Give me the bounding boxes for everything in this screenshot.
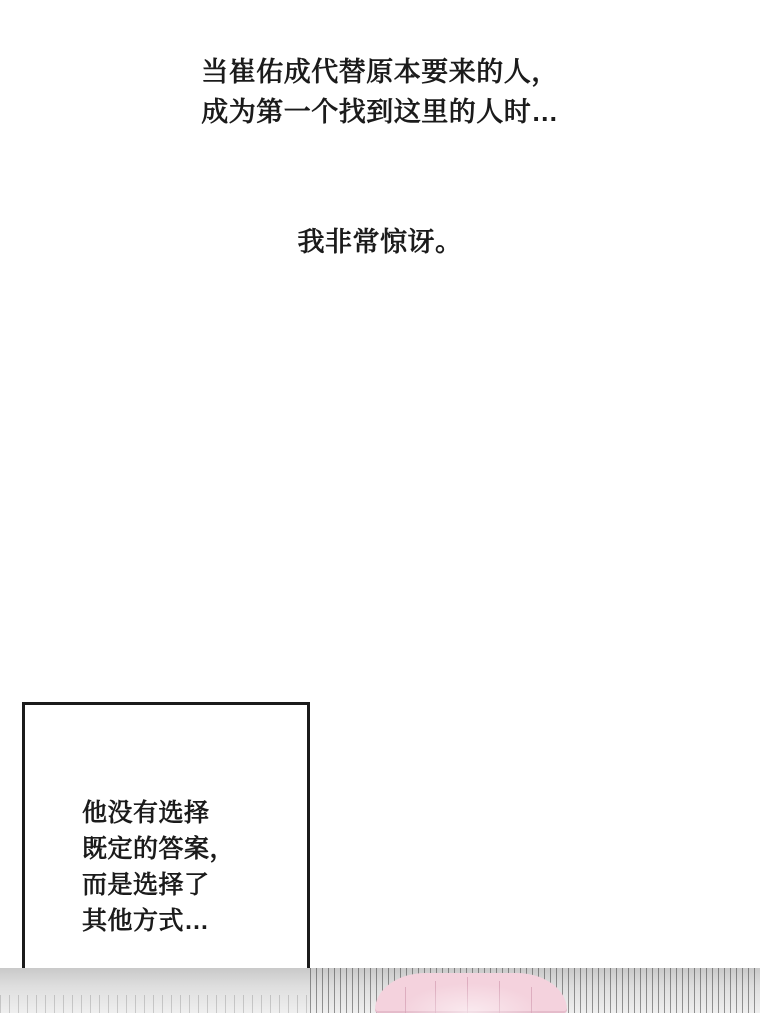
panel-narration-block bbox=[82, 795, 322, 939]
bottom-artwork bbox=[0, 968, 760, 1013]
narration-top-line-1: 当崔佑成代替原本要来的人， bbox=[201, 57, 559, 87]
dress-highlight bbox=[400, 983, 540, 1013]
narration-second-line-1: 我非常惊讶。 bbox=[297, 227, 463, 257]
narration-second-block bbox=[0, 222, 760, 262]
narration-top-block bbox=[0, 52, 760, 132]
panel-narration-line-4: 其他方式… bbox=[82, 907, 210, 935]
panel-narration-line-2: 既定的答案， bbox=[82, 835, 236, 863]
panel-narration-line-3: 而是选择了 bbox=[82, 871, 210, 899]
narration-top-line-2: 成为第一个找到这里的人时… bbox=[201, 97, 559, 127]
speed-lines-left bbox=[0, 995, 310, 1013]
panel-narration-line-1: 他没有选择 bbox=[82, 799, 210, 827]
